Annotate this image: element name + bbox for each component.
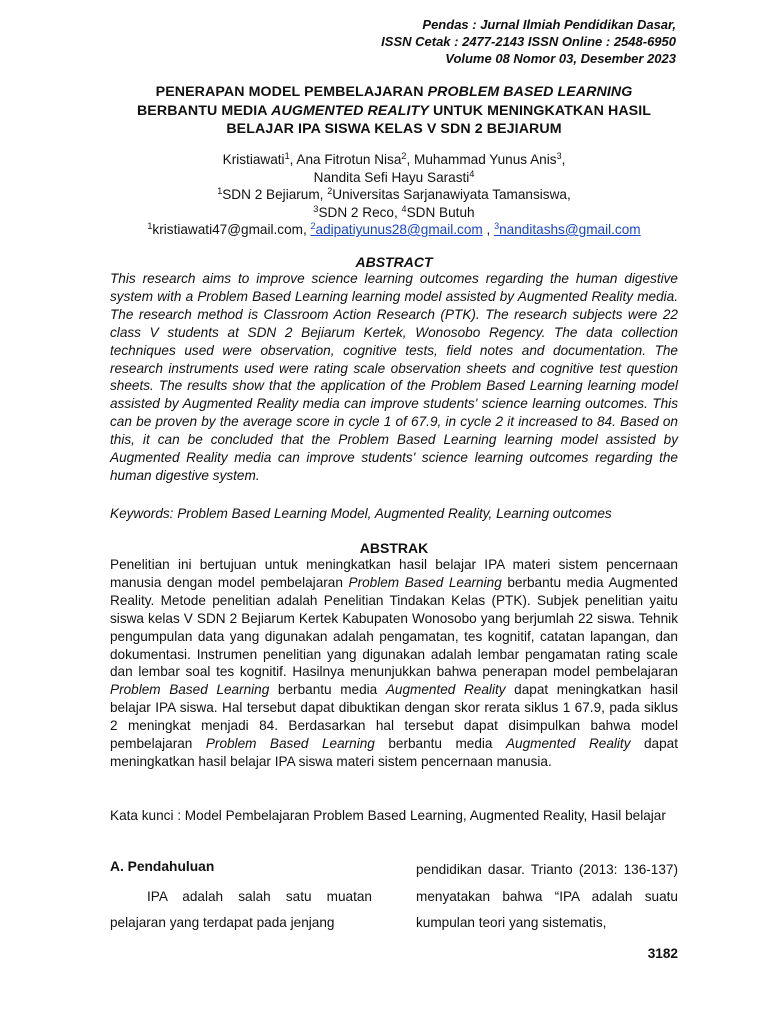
body-column-right bbox=[416, 857, 678, 937]
abstract-id-text: Penelitian ini bertujuan untuk meningkatkan hasil belajar IPA materi sistem pencernaan manusia dengan model pembelajaran Problem Based Learning berbantu media Augmented Reality. Metode penelitian adalah Penelitian Tindakan Kelas (PTK). Subjek penelitian yaitu siswa kelas V SDN 2 Bejiarum Kertek Kabupaten Wonosobo yang berjumlah 22 siswa. Tehnik pengumpulan data yang digunakan adalah pengamatan, tes kognitif, catatan lapangan, dan dokumentasi. Instrumen penelitian yang digunakan adalah lembar pengamatan rating scale dan lembar soal tes kognitif. Hasilnya menunjukkan bahwa penerapan model pembelajaran Problem Based Learning berbantu media Augmented Reality dapat meningkatkan hasil belajar IPA siswa. Hal tersebut dapat dibuktikan dengan skor rerata siklus 1 67.9, pada siklus 2 meningkat menjadi 84. Berdasarkan hal tersebut dapat disimpulkan bahwa model pembelajaran Problem Based Learning berbantu media Augmented Reality dapat meningkatkan hasil belajar IPA siswa materi sistem pencernaan manusia. bbox=[110, 557, 679, 769]
author-names: Kristiawati$^1$, Ana Fitrotun Nisa$^2$, Muhammad Yunus Anis$^3$, bbox=[222, 151, 566, 167]
affiliations-2: $^3$SDN 2 Reco, $^4$SDN Butuh bbox=[313, 203, 475, 220]
journal-volume: Volume 08 Nomor 03, Desember 2023 bbox=[445, 51, 676, 66]
title-line-3: BELAJAR IPA SISWA KELAS V SDN 2 BEJIARUM bbox=[226, 121, 562, 137]
abstract-en-text: This research aims to improve science learning outcomes regarding the human digestive system with a Problem Based Learning learning model assisted by Augmented Reality media. The research method is Classroom Action Research (PTK). The research subjects were 22 class V students at SDN 2 Bejiarum Kertek, Wonosobo Regency. The data collection techniques used were observation, cognitive tests, field notes and documentation. The research instruments used were rating scale observation sheets and cognitive test question sheets. The results show that the application of the Problem Based Learning learning model assisted by Augmented Reality media can improve students' science learning outcomes. This can be proven by the average score in cycle 1 of 67.9, in cycle 2 it increased to 84. Based on this, it can be concluded that the Problem Based Learning learning model assisted by Augmented Reality media can improve students' science learning outcomes regarding the human digestive system. bbox=[110, 271, 678, 483]
affiliations-1: $^1$SDN 2 Bejiarum, $^2$Universitas Sarjanawiyata Tamansiswa, bbox=[217, 186, 571, 202]
author-emails: $^1$kristiawati47@gmail.com, $^2$adipatiyunus28@gmail.com , $^3$nanditashs@gmail.com bbox=[147, 221, 641, 237]
keywords-id: Kata kunci : Model Pembelajaran Problem Based Learning, Augmented Reality, Hasil belajar bbox=[110, 808, 666, 823]
page-number: 3182 bbox=[647, 946, 678, 961]
email-2-link[interactable]: $^2$adipatiyunus28@gmail.com bbox=[310, 221, 483, 237]
body-text-left: IPA adalah salah satu muatan pelajaran yang terdapat pada jenjang bbox=[110, 889, 372, 930]
paper-title bbox=[100, 83, 688, 139]
journal-issn: ISSN Cetak : 2477-2143 ISSN Online : 2548-6950 bbox=[381, 34, 676, 49]
title-line-1: PENERAPAN MODEL PEMBELAJARAN PROBLEM BASED LEARNING bbox=[155, 84, 633, 100]
email-1: kristiawati47@gmail.com, bbox=[152, 222, 311, 237]
journal-name: Pendas : Jurnal Ilmiah Pendidikan Dasar, bbox=[422, 17, 676, 32]
author-block bbox=[100, 151, 688, 239]
abstract-heading-en: ABSTRACT bbox=[355, 254, 433, 270]
email-3-link[interactable]: $^3$nanditashs@gmail.com bbox=[494, 221, 641, 237]
title-line-2: BERBANTU MEDIA AUGMENTED REALITY UNTUK MENINGKATKAN HASIL bbox=[136, 102, 652, 119]
keywords-en: Keywords: Problem Based Learning Model, Augmented Reality, Learning outcomes bbox=[110, 506, 612, 521]
section-heading: A. Pendahuluan bbox=[110, 859, 215, 874]
abstract-heading-id: ABSTRAK bbox=[359, 540, 429, 556]
journal-header bbox=[381, 16, 676, 67]
body-column-left bbox=[110, 858, 372, 936]
author-names-2: Nandita Sefi Hayu Sarasti$^4$ bbox=[313, 168, 475, 185]
body-text-right: pendidikan dasar. Trianto (2013: 136-137) menyatakan bahwa “IPA adalah suatu kumpulan teori yang sistematis, bbox=[416, 862, 678, 930]
